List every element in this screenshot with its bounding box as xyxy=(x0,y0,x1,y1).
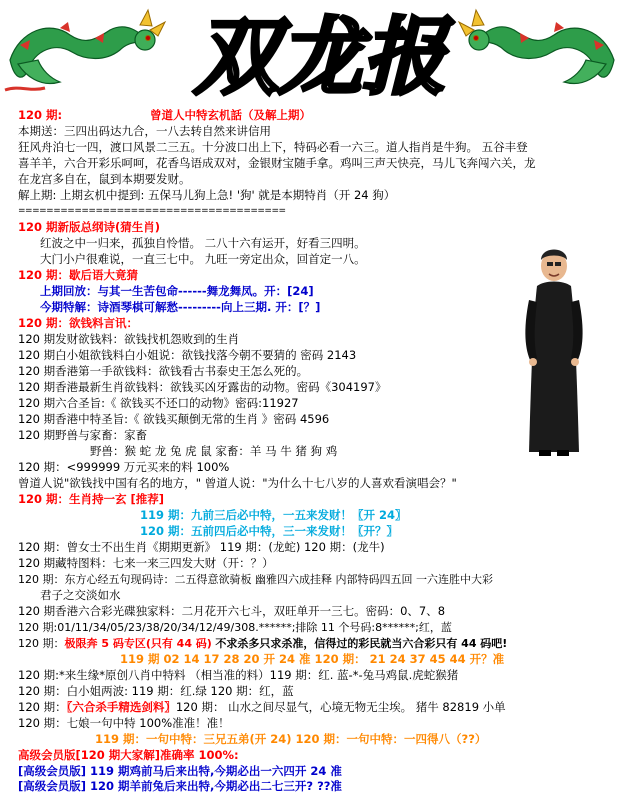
vip-line: [高级会员版] 120 期羊前兔后来出特,今期必出二七三开? ??准 xyxy=(18,779,342,793)
sec1-line: 喜羊羊，六合开彩乐呵呵，花香鸟语成双对，金银财宝随手拿。鸡叫三声天快亮，马儿飞奔闯六关，龙 xyxy=(18,156,536,170)
poem-line: 红波之中一归来，孤独自怜惜。 二八十六有运开，好看三四明。 xyxy=(40,236,366,250)
ultra-tail: 不求杀多只求杀准，信得过的彩民就当六合彩只有 44 码吧! xyxy=(215,637,508,650)
proverb-today: 今期特解：诗酒琴棋可解愁---------向上三期. 开：[？] xyxy=(40,300,321,314)
sec1-line: 本期送：三四出码达九合，一八去转自然来讲信用 xyxy=(18,124,271,138)
poem-heading-tag: (猜生肖) xyxy=(115,220,161,234)
ultra-line xyxy=(18,636,507,651)
zodiac-heading-tag: [推荐] xyxy=(130,492,165,506)
daoist-heading: 曾道人中特玄机話（及解上期） xyxy=(150,108,311,122)
page-title xyxy=(160,8,480,103)
sec1-solution: 解上期: 上期玄机中提到: 五保马儿狗上急! '狗' 就是本期特肖（开 24 狗） xyxy=(18,188,396,202)
money-line: 120 期香港最新生肖欲钱料：欲钱买凶牙露齿的动物。密码《304197》 xyxy=(18,380,387,394)
poem-heading-label: 120 期新版总纲诗 xyxy=(18,220,116,234)
money-line: 120 期香港第一手欲钱料：欲钱看古书泰史王怎么死的。 xyxy=(18,364,309,378)
proverb-review: 上期回放：与其一生苦包命------舞龙舞凤。开：[24] xyxy=(40,284,314,298)
daoist-quote: 曾道人说"欲钱找中国有名的地方，" 曾道人说："为什么十七八岁的人喜欢看演唱会？" xyxy=(18,476,457,490)
divider: ====================================== xyxy=(18,206,286,216)
proverb-heading: 120 期：歇后语大竟猜 xyxy=(18,268,139,282)
money-line: 120 期野兽与家畜：家畜 xyxy=(18,428,148,442)
orange-sentence: 119 期：一句中特：三兄五弟(开 24) 120 期：一句中特：一四得八（??） xyxy=(95,732,487,746)
poem-heading xyxy=(18,220,160,235)
info-line: 120 期香港六合彩光碟独家料：二月花开六七斗，双旺单开一三七。密码：0、7、8 xyxy=(18,604,446,618)
killer-label: 120 期： xyxy=(18,700,67,714)
ultra-label: 120 期： xyxy=(18,637,65,650)
vip-heading: 高级会员版[120 期大家解]准确率 100%: xyxy=(18,748,239,762)
man-portrait-icon xyxy=(523,240,585,458)
svg-text:双龙报: 双龙报 xyxy=(193,8,447,103)
killer-highlight: 〖六合杀手精选剑料〗 xyxy=(66,700,176,714)
sec1-line: 在龙宫多自在，鼠到本期要发财。 xyxy=(18,172,191,186)
must-win-line: 119 期：九前三后必中特，一五来发财！〖开 24〗 xyxy=(140,508,407,522)
money-line: 120 期发财欲钱料：欲钱找机怨败到的生肖 xyxy=(18,332,240,346)
left-dragon-icon xyxy=(0,0,170,100)
must-win-line: 120 期：五前四后必中特，三一来发财！〖开？〗 xyxy=(140,524,399,538)
info-line: 120 期：曾女士不出生肖《期期更新》 119 期：(龙蛇) 120 期：(龙牛) xyxy=(18,540,385,554)
killer-line xyxy=(18,700,506,715)
orange-numbers: 119 期 02 14 17 28 20 开 24 准 120 期： 21 24 37 45 44 开？准 xyxy=(120,652,505,666)
ultra-highlight: 极限奔 5 码专区(只有 44 码) xyxy=(64,637,212,650)
promise-line: 120 期：<999999 万元买来的料 100% xyxy=(18,460,230,474)
info-line: 120 期：白小姐两波: 119 期：红.绿 120 期：红，蓝 xyxy=(18,684,294,698)
issue-number: 120 期: xyxy=(18,108,63,122)
money-line: 120 期白小姐欲钱料白小姐说：欲钱找落今朝不要猜的 密码 2143 xyxy=(18,348,357,362)
sec1-line: 狂风舟泊七一四，渡口风景二三五。十分波口出上下，特码必看一六三。道人指肖是牛狗。 五谷丰登 xyxy=(18,140,528,154)
killer-tail: 120 期： 山水之间尽显气，心境无物无尘埃。 猪牛 82819 小单 xyxy=(175,700,506,714)
info-line: 120 期:*来生缘*原创八肖中特料 （相当准的料）119 期：红. 蓝-*-兔马鸡鼠.虎蛇猴猪 xyxy=(18,668,459,682)
info-line: 120 期藏特图料：七来一来三四发大财（开：？） xyxy=(18,556,274,570)
zodiac-heading xyxy=(18,492,164,507)
info-line: 120 期：七娘一句中特 100%准准！准！ xyxy=(18,716,230,730)
money-line: 120 期香港中特圣旨:《 欲钱买颠倒无常的生肖 》密码 4596 xyxy=(18,412,330,426)
beasts-line: 野兽：猴 蛇 龙 兔 虎 鼠 家畜：羊 马 牛 猪 狗 鸡 xyxy=(90,444,338,458)
vip-line: [高级会员版] 119 期鸡前马后来出特,今期必出一六四开 24 准 xyxy=(18,764,342,778)
poem-line: 大门小户很难说，一直三七中。 九旺一旁定出众，回首定一八。 xyxy=(40,252,366,266)
zodiac-heading-label: 120 期：生肖持一玄 xyxy=(18,492,131,506)
money-line: 120 期六合圣旨:《 欲钱买不还口的动物》密码:11927 xyxy=(18,396,299,410)
info-line: 120 期：东方心经五句现码诗：二五得意欲骑板 幽雅四六成挂释 内部特码四五回 一六连胜中大彩 xyxy=(18,573,493,586)
info-line: 君子之交淡如水 xyxy=(40,588,121,602)
money-heading: 120 期：欲钱料言讯： xyxy=(18,316,139,330)
info-line: 120 期:01/11/34/05/23/38/20/34/12/49/308.******;排除 11 个号码:8******;红，蓝 xyxy=(18,621,452,634)
right-dragon-icon xyxy=(454,0,624,100)
